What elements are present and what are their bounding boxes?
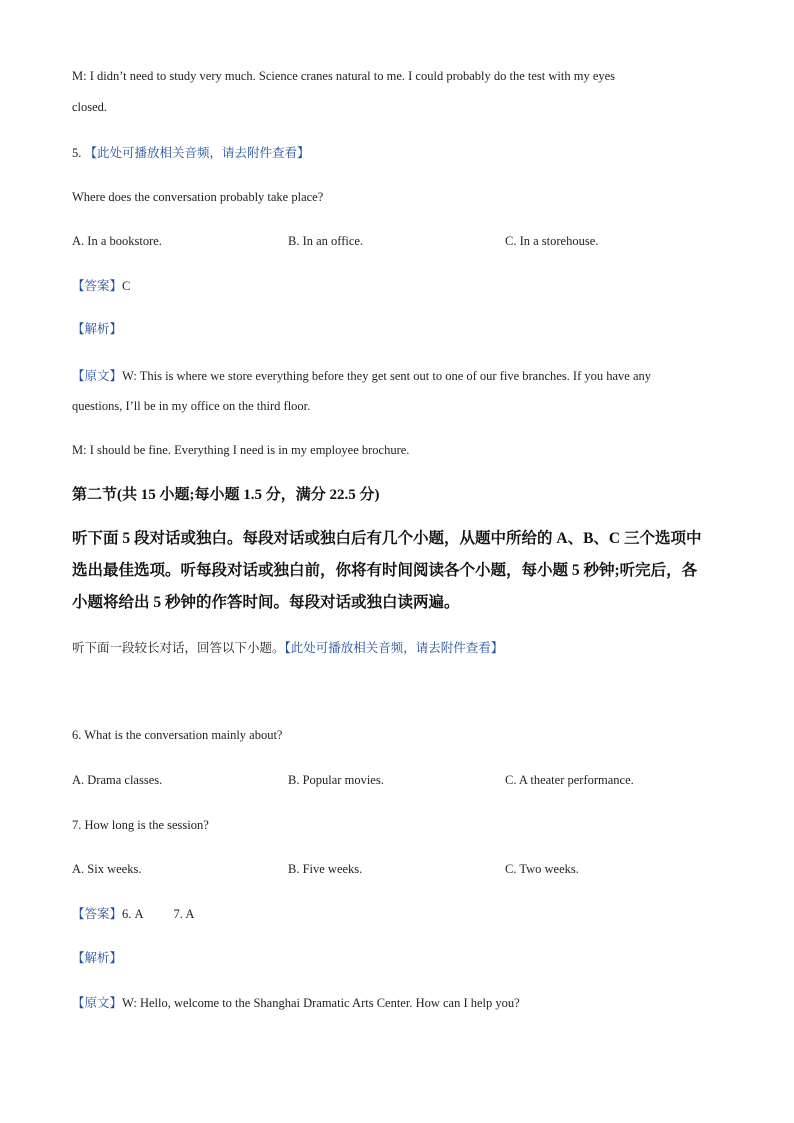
section-2-instructions-3: 小题将给出 5 秒钟的作答时间。每段对话或独白读两遍。 [72, 594, 460, 611]
q7-option-a: A. Six weeks. [72, 862, 142, 876]
section-2-heading: 第二节(共 15 小题;每小题 1.5 分，满分 22.5 分) [72, 487, 380, 503]
q5-source-line1 [72, 368, 651, 384]
audio-tag[interactable]: 【此处可播放相关音频，请去附件查看】 [284, 641, 504, 655]
question-number: 5. [72, 146, 82, 160]
q7-option-b: B. Five weeks. [288, 862, 363, 876]
q5-analysis-tag: 【解析】 [72, 322, 123, 336]
question-6-text: 6. What is the conversation mainly about? [72, 728, 283, 742]
q6-7-analysis-tag: 【解析】 [72, 951, 123, 965]
q6-7-source-line1 [72, 995, 520, 1011]
paragraph-m-line-cont: closed. [72, 100, 108, 114]
q5-option-a: A. In a bookstore. [72, 234, 162, 248]
q6-option-a: A. Drama classes. [72, 773, 163, 787]
q6-option-b: B. Popular movies. [288, 773, 384, 787]
question-7-text: 7. How long is the session? [72, 818, 209, 832]
q5-option-c: C. In a storehouse. [505, 234, 599, 248]
answer-6: 6. A [122, 907, 144, 921]
q6-7-answer [72, 906, 194, 922]
section-2-instructions-2: 选出最佳选项。听每段对话或独白前，你将有时间阅读各个小题，每小题 5 秒钟;听完后，各 [72, 562, 698, 579]
intro-text: 听下面一段较长对话，回答以下小题。 [72, 641, 285, 655]
q5-option-b: B. In an office. [288, 234, 364, 248]
question-5-text: Where does the conversation probably take place? [72, 190, 324, 204]
audio-tag[interactable]: 【此处可播放相关音频，请去附件查看】 [84, 146, 310, 160]
answer-tag: 【答案】 [72, 907, 123, 921]
answer-value: C [122, 279, 131, 293]
answer-tag: 【答案】 [72, 279, 123, 293]
q6-option-c: C. A theater performance. [505, 773, 634, 787]
dialogue-intro [72, 640, 503, 656]
section-2-instructions-1: 听下面 5 段对话或独白。每段对话或独白后有几个小题，从题中所给的 A、B、C 三个选项中 [72, 530, 702, 547]
question-5-header [72, 145, 310, 161]
q5-answer [72, 278, 130, 294]
source-tag: 【原文】 [72, 369, 123, 383]
source-text: W: Hello, welcome to the Shanghai Dramatic Arts Center. How can I help you? [122, 996, 520, 1010]
paragraph-m-line: M: I didn’t need to study very much. Science cranes natural to me. I could probably do the test with my eyes [72, 69, 616, 83]
q5-source-line3: M: I should be fine. Everything I need is in my employee brochure. [72, 443, 410, 457]
source-text: W: This is where we store everything before they get sent out to one of our five branches. If you have any [122, 369, 652, 383]
answer-7: 7. A [173, 907, 195, 921]
q7-option-c: C. Two weeks. [505, 862, 579, 876]
q5-source-line2: questions, I’ll be in my office on the third floor. [72, 399, 311, 413]
source-tag: 【原文】 [72, 996, 123, 1010]
